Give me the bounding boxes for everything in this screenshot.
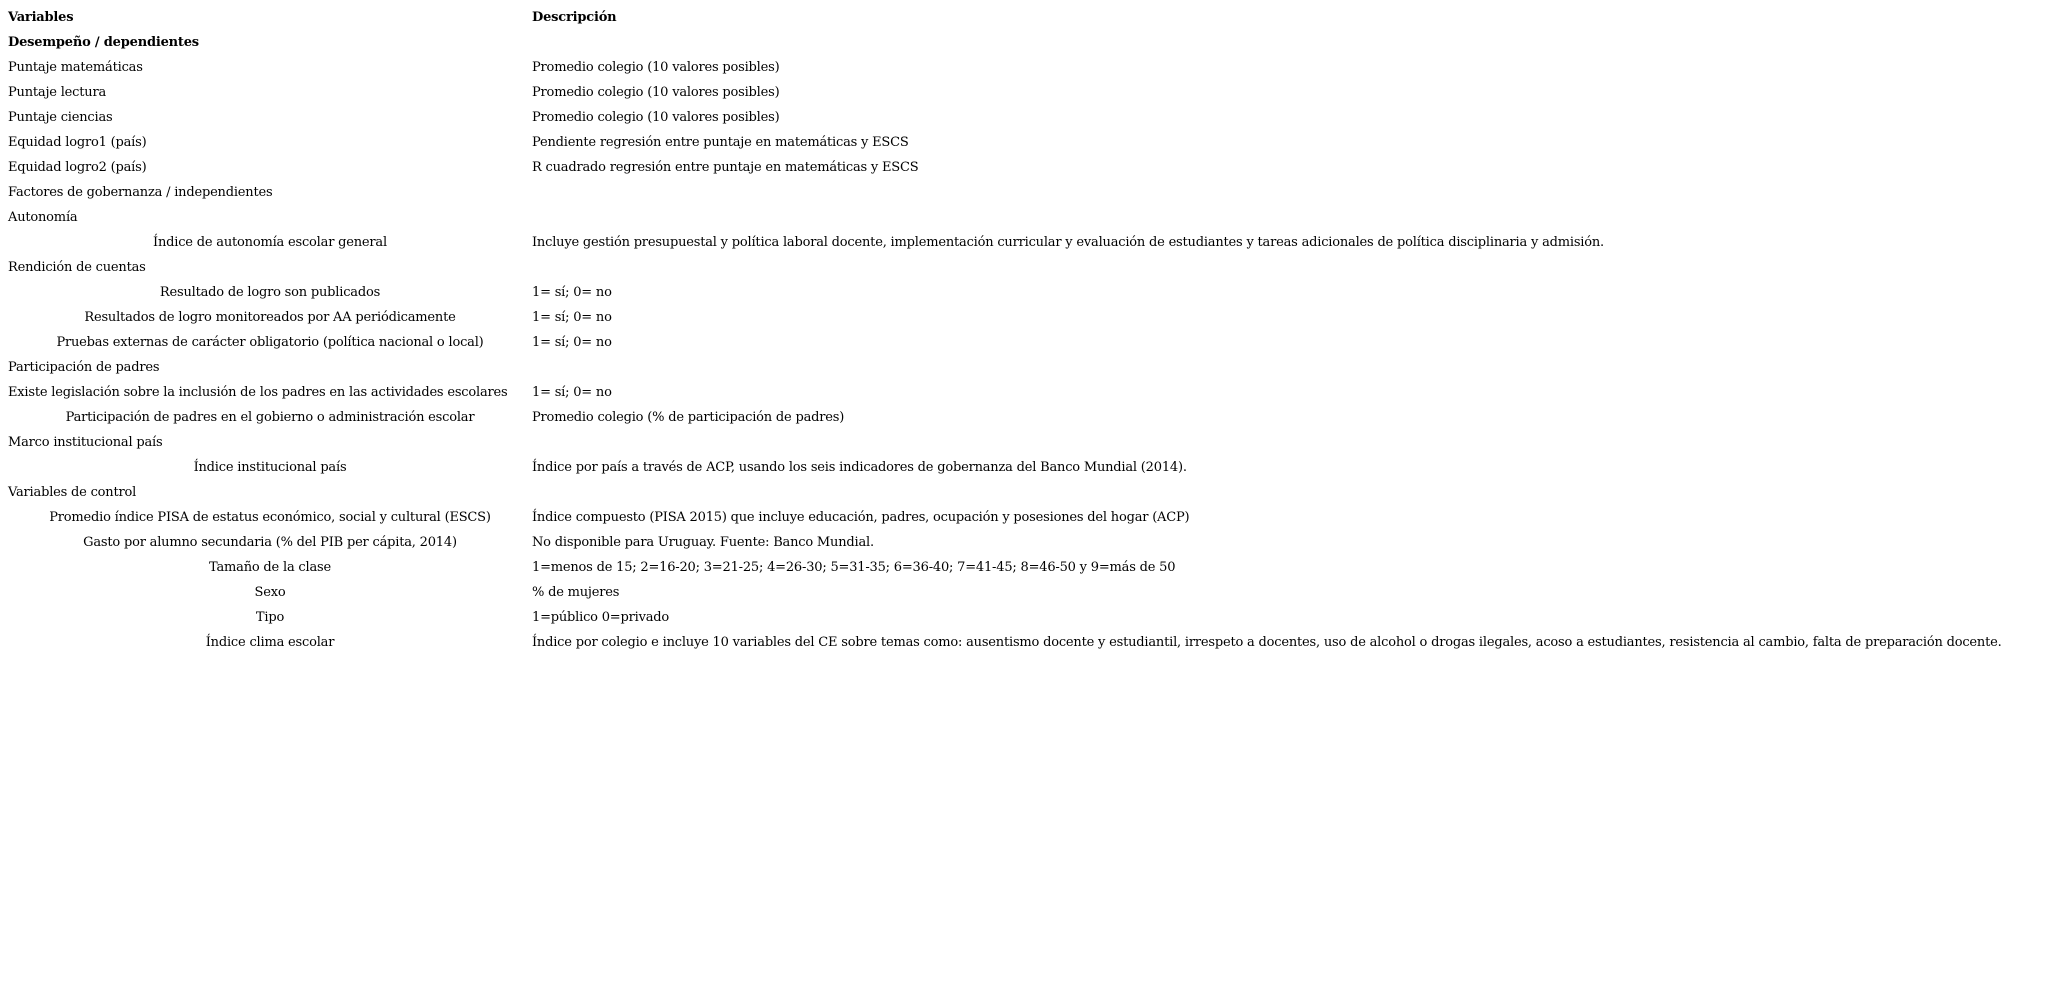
table-row xyxy=(8,305,2052,330)
table-row xyxy=(8,30,2052,55)
variable-cell: Gasto por alumno secundaria (% del PIB per cápita, 2014) xyxy=(83,534,457,550)
variable-cell: Pruebas externas de carácter obligatorio (política nacional o local) xyxy=(56,334,484,350)
header-descripcion: Descripción xyxy=(532,9,617,25)
table-row xyxy=(8,505,2052,530)
description-cell: 1=menos de 15; 2=16-20; 3=21-25; 4=26-30; 5=31-35; 6=36-40; 7=41-45; 8=46-50 y 9=más de 50 xyxy=(532,559,1176,575)
variable-cell: Variables de control xyxy=(8,484,137,500)
variable-cell: Índice de autonomía escolar general xyxy=(153,234,387,250)
description-cell: No disponible para Uruguay. Fuente: Banco Mundial. xyxy=(532,534,874,550)
variables-table xyxy=(8,5,2052,655)
description-cell: Promedio colegio (% de participación de padres) xyxy=(532,409,845,425)
variable-cell: Autonomía xyxy=(8,209,78,225)
description-cell: 1= sí; 0= no xyxy=(532,384,612,400)
table-row xyxy=(8,205,2052,230)
table-row xyxy=(8,630,2052,655)
table-row xyxy=(8,80,2052,105)
table-row xyxy=(8,230,2052,255)
table-row xyxy=(8,455,2052,480)
variable-cell: Puntaje lectura xyxy=(8,84,107,100)
variable-cell: Marco institucional país xyxy=(8,434,163,450)
variable-cell: Existe legislación sobre la inclusión de los padres en las actividades escolares xyxy=(8,384,508,400)
table-row xyxy=(8,330,2052,355)
description-cell xyxy=(532,430,2052,455)
header-row xyxy=(8,5,2052,30)
table-row xyxy=(8,355,2052,380)
description-cell xyxy=(532,355,2052,380)
variable-cell: Equidad logro1 (país) xyxy=(8,134,147,150)
variable-cell: Resultado de logro son publicados xyxy=(159,284,381,300)
table-row xyxy=(8,255,2052,280)
table-row xyxy=(8,580,2052,605)
description-cell: Promedio colegio (10 valores posibles) xyxy=(532,59,780,75)
description-cell: 1= sí; 0= no xyxy=(532,334,612,350)
table-row xyxy=(8,130,2052,155)
variable-cell: Tipo xyxy=(255,609,285,625)
variable-cell: Puntaje matemáticas xyxy=(8,59,143,75)
description-cell xyxy=(532,205,2052,230)
variable-cell: Índice clima escolar xyxy=(205,634,335,650)
table-row xyxy=(8,55,2052,80)
table-row xyxy=(8,155,2052,180)
description-cell xyxy=(532,255,2052,280)
variable-cell: Tamaño de la clase xyxy=(209,559,331,575)
description-cell xyxy=(532,180,2052,205)
variable-cell: Desempeño / dependientes xyxy=(8,34,199,50)
description-cell: Promedio colegio (10 valores posibles) xyxy=(532,84,780,100)
table-row xyxy=(8,605,2052,630)
description-cell: 1= sí; 0= no xyxy=(532,309,612,325)
table-row xyxy=(8,530,2052,555)
table-row xyxy=(8,480,2052,505)
table-row xyxy=(8,405,2052,430)
table-row xyxy=(8,180,2052,205)
description-cell: Índice por país a través de ACP, usando los seis indicadores de gobernanza del Banco Mundial (2014). xyxy=(532,459,1187,475)
variable-cell: Factores de gobernanza / independientes xyxy=(8,184,273,200)
description-cell xyxy=(532,30,2052,55)
description-cell: Índice compuesto (PISA 2015) que incluye educación, padres, ocupación y posesiones del hogar (ACP) xyxy=(532,509,1190,525)
header-variables: Variables xyxy=(8,9,74,25)
table-row xyxy=(8,105,2052,130)
variable-cell: Rendición de cuentas xyxy=(8,259,146,275)
variable-cell: Participación de padres xyxy=(8,359,160,375)
variable-cell: Puntaje ciencias xyxy=(8,109,113,125)
description-cell: 1= sí; 0= no xyxy=(532,284,612,300)
table-row xyxy=(8,430,2052,455)
description-cell: Incluye gestión presupuestal y política laboral docente, implementación curricular y evaluación de estudiantes y tareas adicionales de política disciplinaria y admisión. xyxy=(532,234,1604,250)
description-cell: Promedio colegio (10 valores posibles) xyxy=(532,109,780,125)
variable-cell: Índice institucional país xyxy=(193,459,347,475)
description-cell: 1=público 0=privado xyxy=(532,609,670,625)
table-row xyxy=(8,280,2052,305)
table-body xyxy=(8,5,2052,655)
description-cell: % de mujeres xyxy=(532,584,620,600)
table-row xyxy=(8,380,2052,405)
description-cell: R cuadrado regresión entre puntaje en matemáticas y ESCS xyxy=(532,159,919,175)
table-row xyxy=(8,555,2052,580)
variable-cell: Equidad logro2 (país) xyxy=(8,159,147,175)
variable-cell: Participación de padres en el gobierno o administración escolar xyxy=(65,409,475,425)
description-cell: Índice por colegio e incluye 10 variables del CE sobre temas como: ausentismo docente y estudiantil, irrespeto a docentes, uso de alcohol o drogas ilegales, acoso a estudiantes, resistencia al cambio, falta de preparación docente. xyxy=(532,634,2002,650)
description-cell xyxy=(532,480,2052,505)
description-cell: Pendiente regresión entre puntaje en matemáticas y ESCS xyxy=(532,134,909,150)
variable-cell: Resultados de logro monitoreados por AA periódicamente xyxy=(84,309,456,325)
variable-cell: Sexo xyxy=(254,584,286,600)
variable-cell: Promedio índice PISA de estatus económico, social y cultural (ESCS) xyxy=(49,509,491,525)
